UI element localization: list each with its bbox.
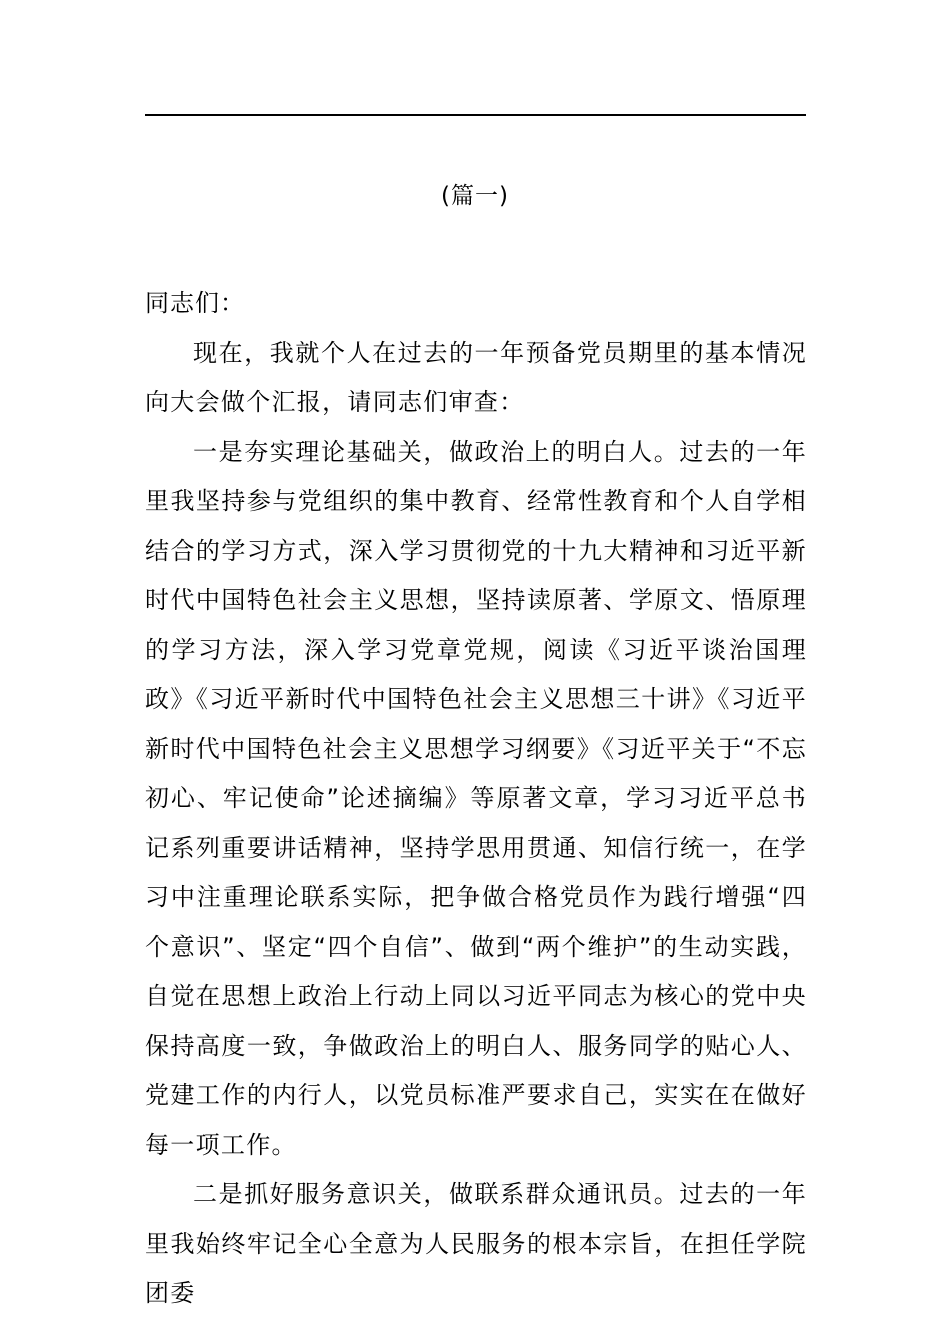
section-title: (篇一) [441,183,509,209]
paragraph-service: 二是抓好服务意识关，做联系群众通讯员。过去的一年里我始终牢记全心全意为人民服务的根本宗旨，在担任学院团委 [145,1180,807,1307]
paragraph-intro: 现在，我就个人在过去的一年预备党员期里的基本情况向大会做个汇报，请同志们审查： [145,338,807,416]
salutation: 同志们： [145,289,245,317]
paragraph-theory: 一是夯实理论基础关，做政治上的明白人。过去的一年里我坚持参与党组织的集中教育、经常性教育和个人自学相结合的学习方式，深入学习贯彻党的十九大精神和习近平新时代中国特色社会主义思想，坚持读原著、学原文、悟原理的学习方法，深入学习党章党规，阅读《习近平谈治国理政》《习近平新时代中国特色社会主义思想三十讲》《习近平新时代中国特色社会主义思想学习纲要》《习近平关于“不忘初心、牢记使命”论述摘编》等原著文章，学习习近平总书记系列重要讲话精神，坚持学思用贯通、知信行统一，在学习中注重理论联系实际，把争做合格党员作为践行增强“四个意识”、坚定“四个自信”、做到“两个维护”的生动实践，自觉在思想上政治上行动上同以习近平同志为核心的党中央保持高度一致，争做政治上的明白人、服务同学的贴心人、党建工作的内行人，以党员标准严要求自己，实实在在做好每一项工作。 [145,437,807,1159]
header-rule [145,114,806,116]
document-body [145,279,807,1319]
